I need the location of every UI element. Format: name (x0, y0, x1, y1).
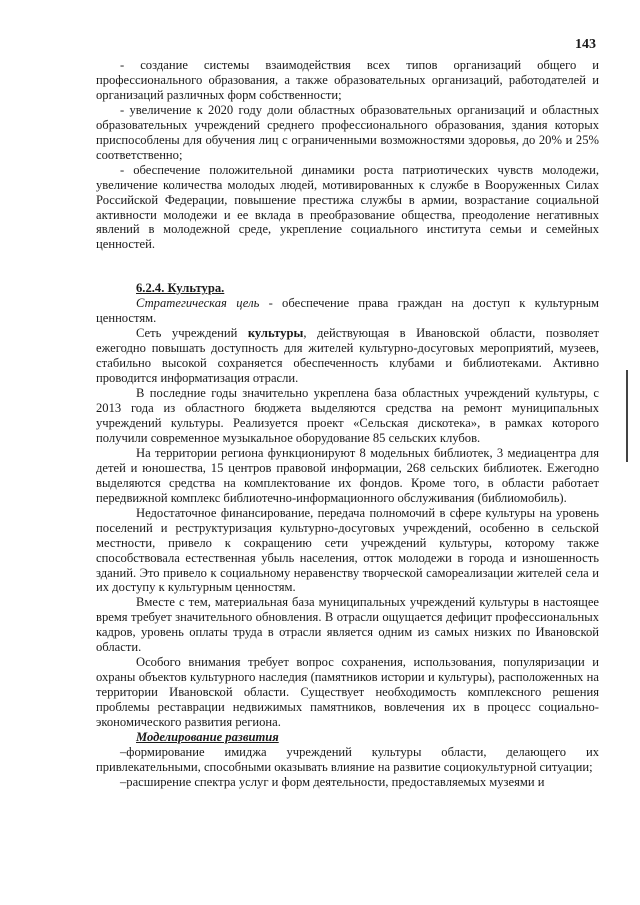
list-item: - увеличение к 2020 году доли областных образовательных организаций и областных образовательных учреждений среднего профессионального образования, здания которых приспособлены для обучения лиц с ограниченными возможностями здоровья, до 20% и 25% соответственно; (96, 102, 599, 162)
list-item: - создание системы взаимодействия всех типов организаций общего и профессионального образования, а также образовательных организаций, работодателей и организаций различных форм собственности; (96, 58, 599, 102)
goal-label: Стратегическая цель (136, 296, 260, 311)
section-heading: 6.2.4. Культура. (136, 281, 225, 296)
paragraph (96, 326, 599, 386)
paragraph-text: Сеть учреждений (136, 326, 248, 341)
paragraph: Вместе с тем, материальная база муниципальных учреждений культуры в настоящее время требует значительного обновления. В отрасли ощущается дефицит профессиональных кадров, уровень оплаты труда в отрасли является одним из самых низких по Ивановской области. (96, 595, 599, 655)
margin-scan-mark (626, 370, 628, 462)
list-item: - обеспечение положительной динамики роста патриотических чувств молодежи, увеличение количества молодых людей, мотивированных к службе в Вооруженных Силах Российской Федерации, повышение престижа службы в армии, возрастание социальной активности молодежи и ее вклада в преобразование общества, преодоление негативных явлений в молодежной среде, укрепление социального института семьи и семейных ценностей. (96, 162, 599, 252)
paragraph: Особого внимания требует вопрос сохранения, использования, популяризации и охраны объектов культурного наследия (памятников истории и культуры), расположенных на территории Ивановской области. Существует необходимость комплексного решения проблемы реставрации недвижимых памятников, вовлечения их в процесс социально-экономического развития региона. (96, 655, 599, 730)
paragraph-text: , действующая в Ивановской области, позволяет ежегодно повышать доступность для жителей культурно-досуговых мероприятий, музеев, стабильно высокой сохраняется обеспеченность клубами и библиотеками. Активно проводится информатизация отрасли. (96, 326, 600, 386)
sub-heading: Моделирование развития (136, 729, 279, 744)
list-item: –расширение спектра услуг и форм деятельности, предоставляемых музеями и (120, 774, 545, 789)
goal-paragraph (96, 296, 599, 326)
goal-text: - обеспечение права граждан на доступ к культурным ценностям. (96, 296, 600, 326)
document-body (96, 58, 599, 790)
spacer (96, 252, 599, 281)
paragraph: Недостаточное финансирование, передача полномочий в сфере культуры на уровень поселений и реструктуризация культурно-досуговых учреждений, особенно в сельской местности, привело к сокращению сети учреждений культуры, которому также способствовала естественная убыль населения, отток молодежи в города и изношенность зданий. Это привело к социальному неравенству творческой самореализации жителей села и их доступу к культурным ценностям. (96, 505, 599, 595)
page-number: 143 (575, 37, 596, 52)
list-item: –формирование имиджа учреждений культуры области, делающего их привлекательными, способными оказывать влияние на развитие социокультурной ситуации; (96, 744, 599, 774)
paragraph: На территории региона функционируют 8 модельных библиотек, 3 медиацентра для детей и юношества, 15 центров правовой информации, 268 сельских библиотек. Ежегодно выделяются средства на комплектование их фондов. Кроме того, в области работает передвижной комплекс библиотечно-информационного обслуживания (библиомобиль). (96, 445, 599, 505)
paragraph: В последние годы значительно укреплена база областных учреждений культуры, с 2013 года из областного бюджета выделяются средства на ремонт муниципальных учреждений культуры. Реализуется проект «Сельская дискотека», в рамках которого получили современное музыкальное оборудование 85 сельских клубов. (96, 386, 599, 445)
emphasis: культуры (247, 326, 304, 341)
